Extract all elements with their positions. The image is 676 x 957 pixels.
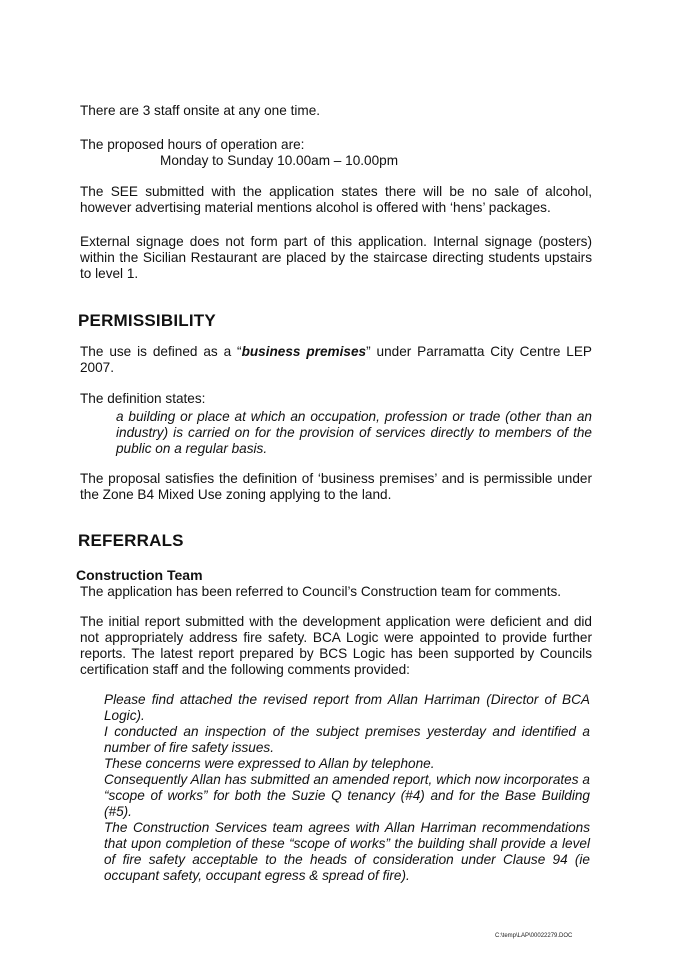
quote-line-4: Consequently Allan has submitted an amended report, which now incorporates a “scope of works” for both the Suzie Q tenancy (#4) and for the Base Building (#5).	[104, 772, 590, 819]
construction-team-subheading: Construction Team	[76, 567, 203, 583]
quote-line-1: Please find attached the revised report from Allan Harriman (Director of BCA Logic).	[104, 692, 590, 723]
business-premises-term: business premises	[241, 344, 367, 359]
referral-intro: The application has been referred to Council’s Construction team for comments.	[80, 584, 562, 599]
use-definition-paragraph	[80, 344, 592, 376]
use-suffix: ” under Parramatta City Centre LEP 2007.	[80, 344, 592, 375]
definition-label: The definition states:	[80, 391, 206, 406]
referrals-heading: REFERRALS	[78, 531, 184, 550]
permissibility-heading: PERMISSIBILITY	[78, 311, 216, 330]
quote-line-3: These concerns were expressed to Allan by telephone.	[104, 756, 435, 771]
use-prefix: The use is defined as a “	[80, 344, 242, 359]
definition-quote: a building or place at which an occupation, profession or trade (other than an industry) is carried on for the provision of services directly to members of the public on a regular basis.	[116, 409, 592, 456]
hours-label: The proposed hours of operation are:	[80, 137, 305, 152]
construction-report-paragraph: The initial report submitted with the development application were deficient and did not appropriately address fire safety. BCA Logic were appointed to provide further reports. The latest report prepared by BCS Logic has been supported by Councils certification staff and the following comments provided:	[80, 614, 592, 677]
alcohol-paragraph: The SEE submitted with the application states there will be no sale of alcohol, however advertising material mentions alcohol is offered with ‘hens’ packages.	[80, 184, 592, 215]
permissibility-conclusion: The proposal satisfies the definition of ‘business premises’ and is permissible under the Zone B4 Mixed Use zoning applying to the land.	[80, 471, 592, 502]
staff-paragraph: There are 3 staff onsite at any one time.	[80, 103, 321, 118]
quote-line-5: The Construction Services team agrees with Allan Harriman recommendations that upon completion of these “scope of works” the building shall provide a level of fire safety acceptable to the heads of consideration under Clause 94 (ie occupant safety, occupant egress & spread of fire).	[104, 820, 590, 883]
quote-line-2: I conducted an inspection of the subject premises yesterday and identified a number of fire safety issues.	[104, 724, 590, 755]
signage-paragraph: External signage does not form part of this application. Internal signage (posters) within the Sicilian Restaurant are placed by the staircase directing students upstairs to level 1.	[80, 234, 592, 281]
footer-file-path: C:\temp\LAP\00022279.DOC	[495, 933, 573, 939]
hours-value: Monday to Sunday 10.00am – 10.00pm	[160, 153, 399, 168]
